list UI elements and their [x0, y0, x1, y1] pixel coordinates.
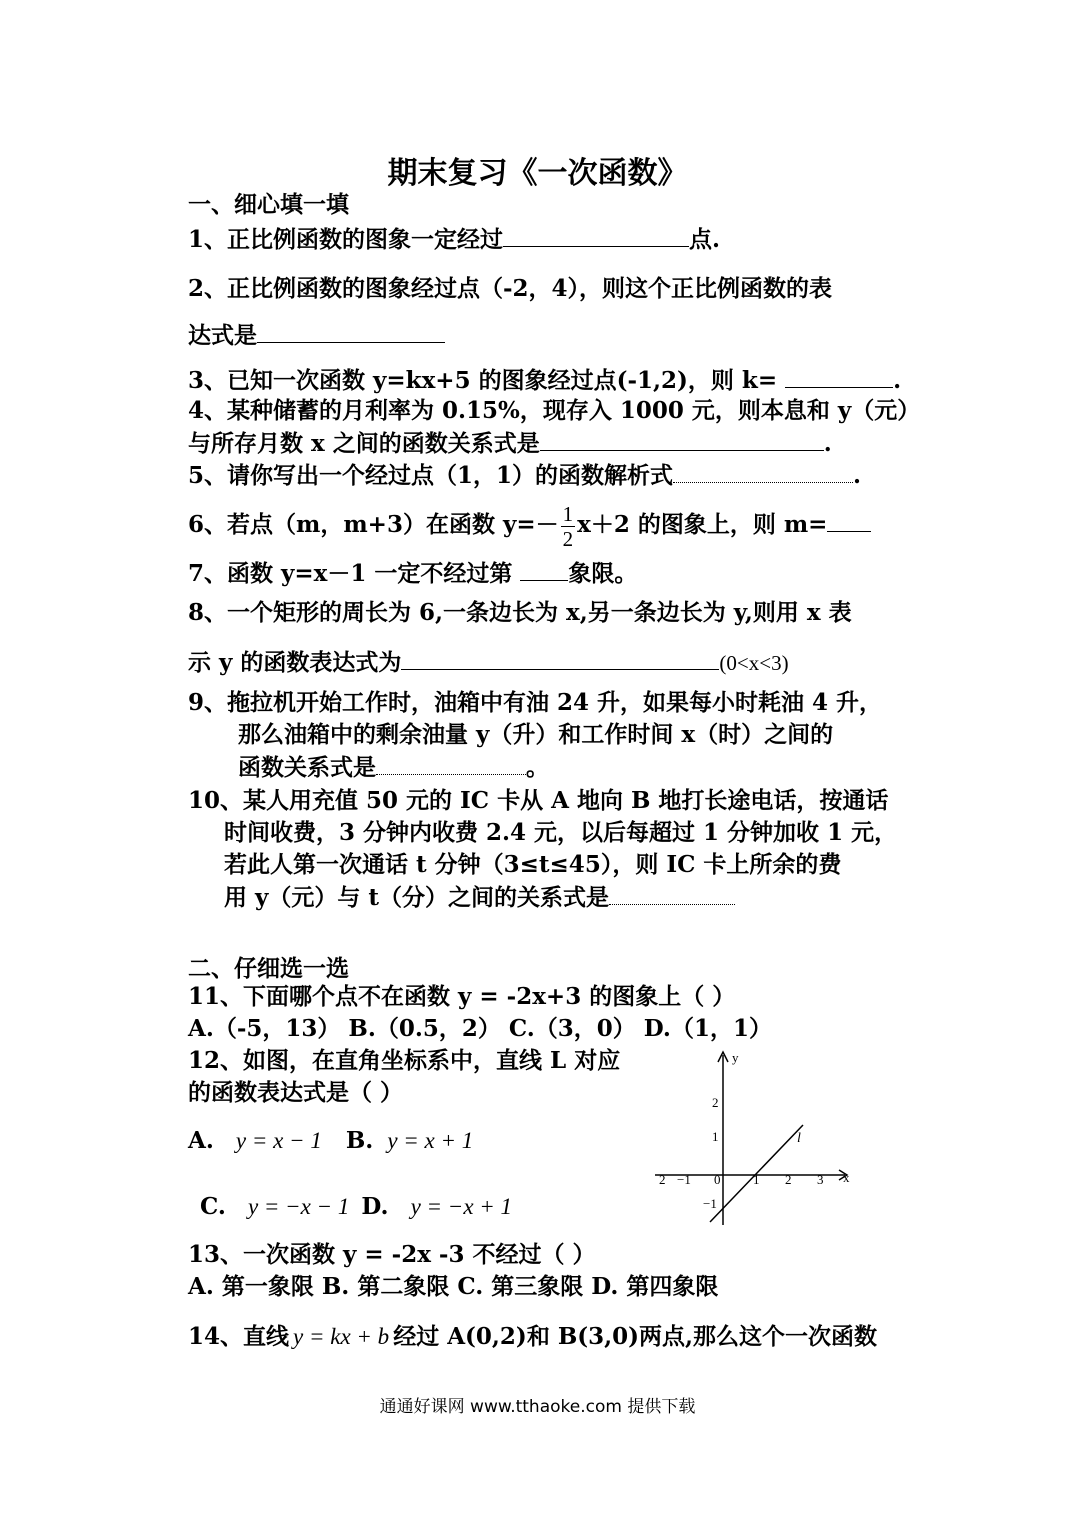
question-4: 4、某种储蓄的月利率为 0.15%，现存入 1000 元，则本息和 y（元） [188, 397, 921, 424]
page-title: 期末复习《一次函数》 [387, 156, 688, 191]
answer-blank[interactable] [503, 224, 689, 247]
x-tick: 0 [714, 1172, 721, 1187]
question-10-cont: 时间收费，3 分钟内收费 2.4 元，以后每超过 1 分钟加收 1 元， [224, 819, 898, 846]
footer-credit: 通通好课网 www.tthaoke.com 提供下载 [379, 1397, 696, 1417]
question-10: 10、某人用充值 50 元的 IC 卡从 A 地向 B 地打长途电话，按通话 [188, 787, 889, 814]
question-9-cont: 那么油箱中的剩余油量 y（升）和工作时间 x（时）之间的 [238, 721, 834, 748]
answer-blank[interactable] [257, 320, 445, 343]
question-12-options-cd: C. y = −x − 1 D. y = −x + 1 [200, 1193, 513, 1220]
x-tick: 1 [753, 1172, 760, 1187]
y-axis-label: y [732, 1050, 739, 1065]
question-10-cont2: 若此人第一次通话 t 分钟（3≤t≤45），则 IC 卡上所余的费 [224, 851, 842, 878]
question-2-cont: 达式是 [188, 320, 445, 351]
question-2: 2、正比例函数的图象经过点（-2，4），则这个正比例函数的表 [188, 275, 833, 302]
question-6: 6、若点（m，m+3）在函数 y=－ $\frac{1}{2}$ x＋2 的图象上，则 m= [188, 500, 871, 551]
question-8: 8、一个矩形的周长为 6,一条边长为 x,另一条边长为 y,则用 x 表 [188, 599, 852, 626]
answer-blank[interactable] [540, 428, 824, 451]
question-7: 7、函数 y=x－1 一定不经过第 象限。 [188, 560, 638, 587]
answer-blank[interactable] [520, 558, 568, 581]
answer-blank[interactable] [609, 882, 735, 905]
answer-blank[interactable] [673, 460, 853, 483]
question-12-options-ab: A. y = x − 1 B. y = x + 1 [188, 1127, 474, 1154]
x-tick: 2 [659, 1172, 666, 1187]
question-9: 9、拖拉机开始工作时，油箱中有油 24 升，如果每小时耗油 4 升， [188, 689, 883, 716]
x-tick: 3 [817, 1172, 824, 1187]
question-12-cont: 的函数表达式是（ ） [188, 1079, 404, 1106]
question-13: 13、一次函数 y = -2x -3 不经过（ ） [188, 1241, 596, 1268]
question-14: 14、直线 y = kx + b 经过 A(0,2)和 B(3,0)两点,那么这个一次函数 [188, 1323, 878, 1350]
question-4-cont: 与所存月数 x 之间的函数关系式是 . [188, 430, 832, 457]
section-heading-fill: 一、细心填一填 [188, 191, 349, 218]
answer-blank[interactable] [401, 647, 719, 670]
question-11: 11、下面哪个点不在函数 y = -2x+3 的图象上（ ） [188, 983, 736, 1010]
question-12: 12、如图，在直角坐标系中，直线 L 对应 [188, 1047, 621, 1074]
fraction-one-half: $\frac{1}{2}$ [562, 501, 574, 551]
x-tick: −1 [677, 1172, 691, 1187]
answer-blank[interactable] [785, 365, 893, 388]
question-5: 5、请你写出一个经过点（1，1）的函数解析式 . [188, 462, 862, 489]
question-10-cont3: 用 y（元）与 t（分）之间的关系式是 [224, 882, 735, 913]
y-tick: −1 [703, 1196, 717, 1211]
question-1: 1、正比例函数的图象一定经过 点. [188, 226, 721, 253]
answer-blank[interactable] [827, 509, 871, 532]
x-axis-label: x [843, 1170, 850, 1185]
x-tick: 2 [785, 1172, 792, 1187]
question-13-options: A. 第一象限 B. 第二象限 C. 第三象限 D. 第四象限 [188, 1273, 719, 1300]
line-label: l [797, 1131, 801, 1146]
coordinate-graph [655, 1050, 855, 1230]
question-11-options: A.（-5，13） B.（0.5，2） C.（3，0） D.（1，1） [188, 1015, 772, 1042]
question-9-cont2: 函数关系式是 。 [238, 754, 549, 781]
question-3: 3、已知一次函数 y=kx+5 的图象经过点(-1,2)，则 k= . [188, 367, 902, 394]
y-tick: 1 [712, 1129, 719, 1144]
section-heading-choice: 二、仔细选一选 [188, 955, 349, 982]
y-tick: 2 [712, 1095, 719, 1110]
answer-blank[interactable] [376, 752, 526, 775]
question-8-cont: 示 y 的函数表达式为 (0<x<3) [188, 649, 789, 676]
